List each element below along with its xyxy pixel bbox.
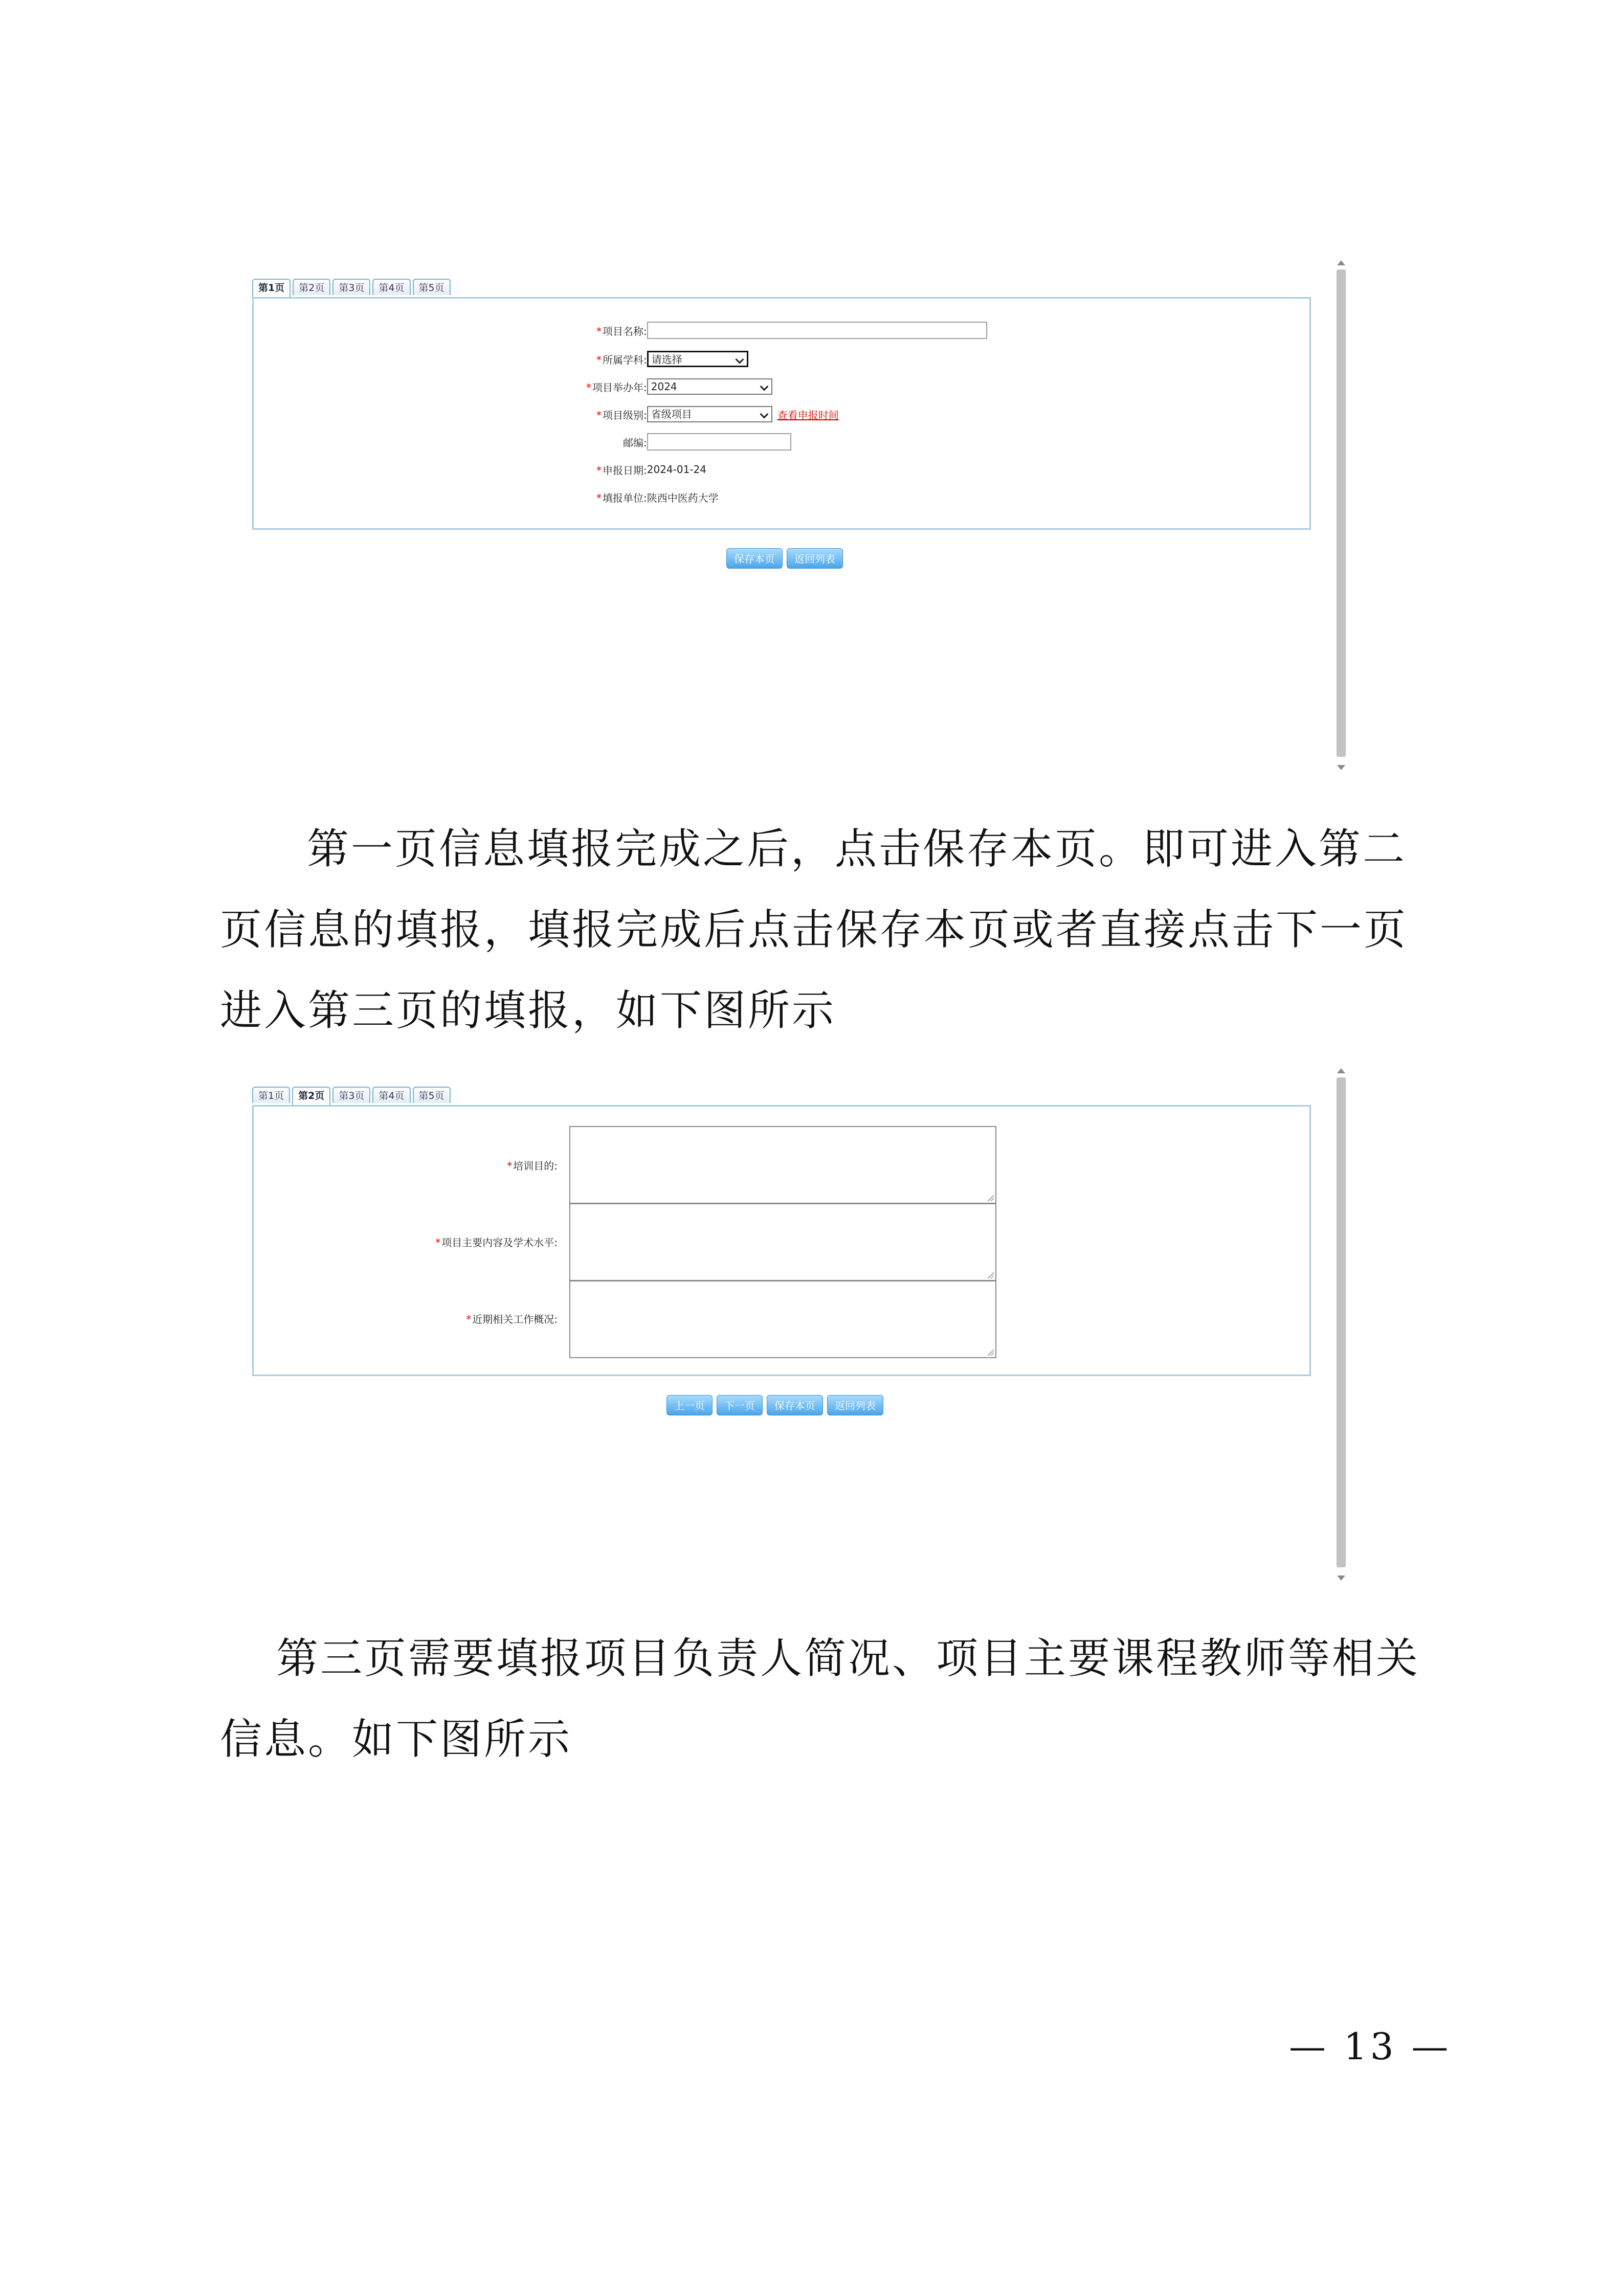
resize-grip-icon[interactable] (987, 1271, 994, 1278)
page-number: — 13 — (1289, 2025, 1452, 2068)
project-name-input[interactable] (647, 322, 987, 339)
recent-work-textarea[interactable] (569, 1280, 996, 1358)
year-label: 项目举办年: (592, 381, 647, 394)
view-deadline-link[interactable]: 查看申报时间 (777, 409, 839, 421)
save-page-button[interactable]: 保存本页 (767, 1395, 823, 1415)
row-project-name: * 项目名称: (596, 320, 987, 341)
row-year: * 项目举办年: 2024 (586, 376, 772, 397)
scroll-down-arrow-icon[interactable] (1337, 1575, 1345, 1581)
scroll-thumb[interactable] (1337, 1077, 1346, 1567)
paragraph-1: 第一页信息填报完成之后，点击保存本页。即可进入第二页信息的填报，填报完成后点击保存本页或者直接点击下一页进入第三页的填报，如下图所示 (220, 825, 1408, 1035)
chevron-down-icon (760, 410, 768, 419)
tab-page-3[interactable]: 第3页 (332, 279, 370, 295)
chevron-down-icon (735, 355, 744, 364)
main-content-textarea[interactable] (569, 1203, 996, 1281)
scroll-thumb[interactable] (1337, 269, 1346, 757)
recent-work-label: * 近期相关工作概况: (466, 1313, 558, 1325)
tab-page-1[interactable]: 第1页 (252, 1087, 290, 1103)
discipline-value: 请选择 (651, 353, 682, 366)
row-unit: * 填报单位: 陕西中医药大学 (596, 487, 719, 507)
scroll-down-arrow-icon[interactable] (1337, 765, 1345, 770)
form-screenshot-page2 (248, 1066, 1348, 1583)
tab-page-4[interactable]: 第4页 (372, 279, 410, 295)
tab-page-2[interactable]: 第2页 (292, 1087, 330, 1105)
tab-page-3[interactable]: 第3页 (332, 1087, 370, 1103)
vertical-scrollbar[interactable] (1334, 258, 1348, 772)
vertical-scrollbar[interactable] (1334, 1066, 1348, 1583)
year-select[interactable] (647, 378, 772, 395)
tab-strip (252, 279, 451, 297)
paragraph-2: 第三页需要填报项目负责人简况、项目主要课程教师等相关信息。如下图所示 (220, 1634, 1420, 1764)
form-screenshot-page1 (248, 258, 1348, 772)
discipline-select[interactable] (647, 351, 748, 367)
chevron-down-icon (760, 382, 768, 391)
scroll-up-arrow-icon[interactable] (1337, 1068, 1345, 1073)
tab-page-5[interactable]: 第5页 (413, 1087, 451, 1103)
tab-page-5[interactable]: 第5页 (413, 279, 451, 295)
row-postcode (623, 432, 791, 452)
apply-date-label: 申报日期: (603, 464, 647, 477)
level-label: 项目级别: (603, 409, 647, 421)
level-value: 省级项目 (651, 408, 692, 420)
tab-page-4[interactable]: 第4页 (372, 1087, 410, 1103)
button-bar (726, 548, 843, 569)
discipline-label: 所属学科: (603, 353, 647, 366)
tab-page-2[interactable]: 第2页 (293, 279, 330, 295)
level-select[interactable] (647, 406, 772, 422)
next-page-button[interactable]: 下一页 (717, 1395, 763, 1415)
postcode-label: 邮编: (623, 436, 647, 449)
apply-date-value: 2024-01-24 (647, 463, 706, 476)
year-value: 2024 (651, 380, 677, 393)
return-list-button[interactable]: 返回列表 (827, 1395, 883, 1415)
row-apply-date: * 申报日期: 2024-01-24 (596, 463, 706, 477)
postcode-input[interactable] (647, 433, 791, 451)
row-discipline: * 所属学科: 请选择 (596, 349, 748, 369)
save-page-button[interactable]: 保存本页 (726, 548, 783, 569)
tab-page-1[interactable]: 第1页 (252, 279, 291, 297)
resize-grip-icon[interactable] (987, 1348, 994, 1356)
form-panel (252, 1105, 1311, 1376)
button-bar (666, 1395, 883, 1415)
return-list-button[interactable]: 返回列表 (787, 548, 843, 569)
tab-strip (252, 1087, 451, 1105)
training-goal-textarea[interactable] (569, 1126, 996, 1204)
unit-value: 陕西中医药大学 (647, 491, 719, 504)
row-level: * 项目级别: 省级项目 查看申报时间 (596, 404, 839, 424)
resize-grip-icon[interactable] (987, 1194, 994, 1201)
form-panel (252, 297, 1311, 530)
scroll-up-arrow-icon[interactable] (1337, 260, 1345, 265)
main-content-label: * 项目主要内容及学术水平: (435, 1236, 558, 1249)
unit-label: 填报单位: (603, 491, 647, 504)
training-goal-label: * 培训目的: (507, 1160, 558, 1172)
prev-page-button[interactable]: 上一页 (666, 1395, 713, 1415)
project-name-label: 项目名称: (603, 325, 647, 337)
